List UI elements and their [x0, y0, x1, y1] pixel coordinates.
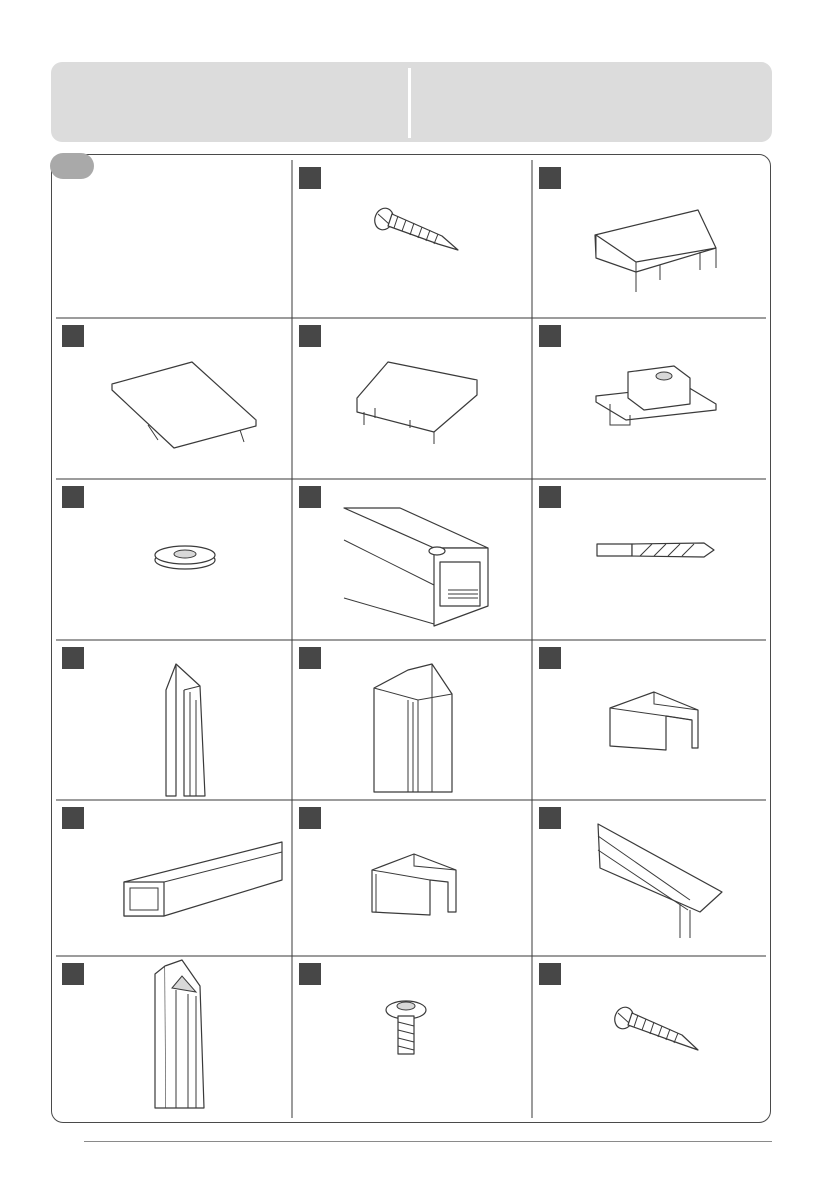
vertical-seal-icon: [166, 664, 205, 796]
part-tag: [539, 807, 561, 829]
machine-screw-icon: [386, 1001, 426, 1054]
u-clip-2-icon: [372, 854, 456, 915]
part-tag: [539, 647, 561, 669]
horizontal-seal-icon: [598, 824, 722, 938]
part-tag: [539, 486, 561, 508]
part-tag: [299, 325, 321, 347]
square-profile-icon: [344, 508, 488, 626]
wood-screw-2-icon: [612, 1005, 698, 1050]
part-tag: [62, 486, 84, 508]
vertical-seal-2-icon: [155, 960, 204, 1108]
part-tag: [62, 325, 84, 347]
wood-screw-icon: [372, 206, 458, 250]
part-tag: [299, 963, 321, 985]
part-tag: [299, 807, 321, 829]
part-tag: [539, 325, 561, 347]
part-tag: [299, 647, 321, 669]
part-tag: [299, 167, 321, 189]
square-tube-icon: [124, 842, 282, 916]
part-tag: [299, 486, 321, 508]
clip-cap-icon: [357, 362, 477, 444]
flat-plate-icon: [112, 362, 256, 448]
part-tag: [62, 807, 84, 829]
slider-bracket-icon: [596, 366, 716, 425]
part-tag: [539, 167, 561, 189]
washer-icon: [155, 546, 215, 569]
u-clip-icon: [610, 692, 698, 750]
part-tag: [62, 647, 84, 669]
end-cap-icon: [595, 210, 716, 292]
drill-bit-icon: [597, 543, 714, 557]
part-tag: [62, 963, 84, 985]
double-profile-icon: [374, 664, 452, 792]
footer-rule: [84, 1141, 772, 1142]
part-tag: [539, 963, 561, 985]
